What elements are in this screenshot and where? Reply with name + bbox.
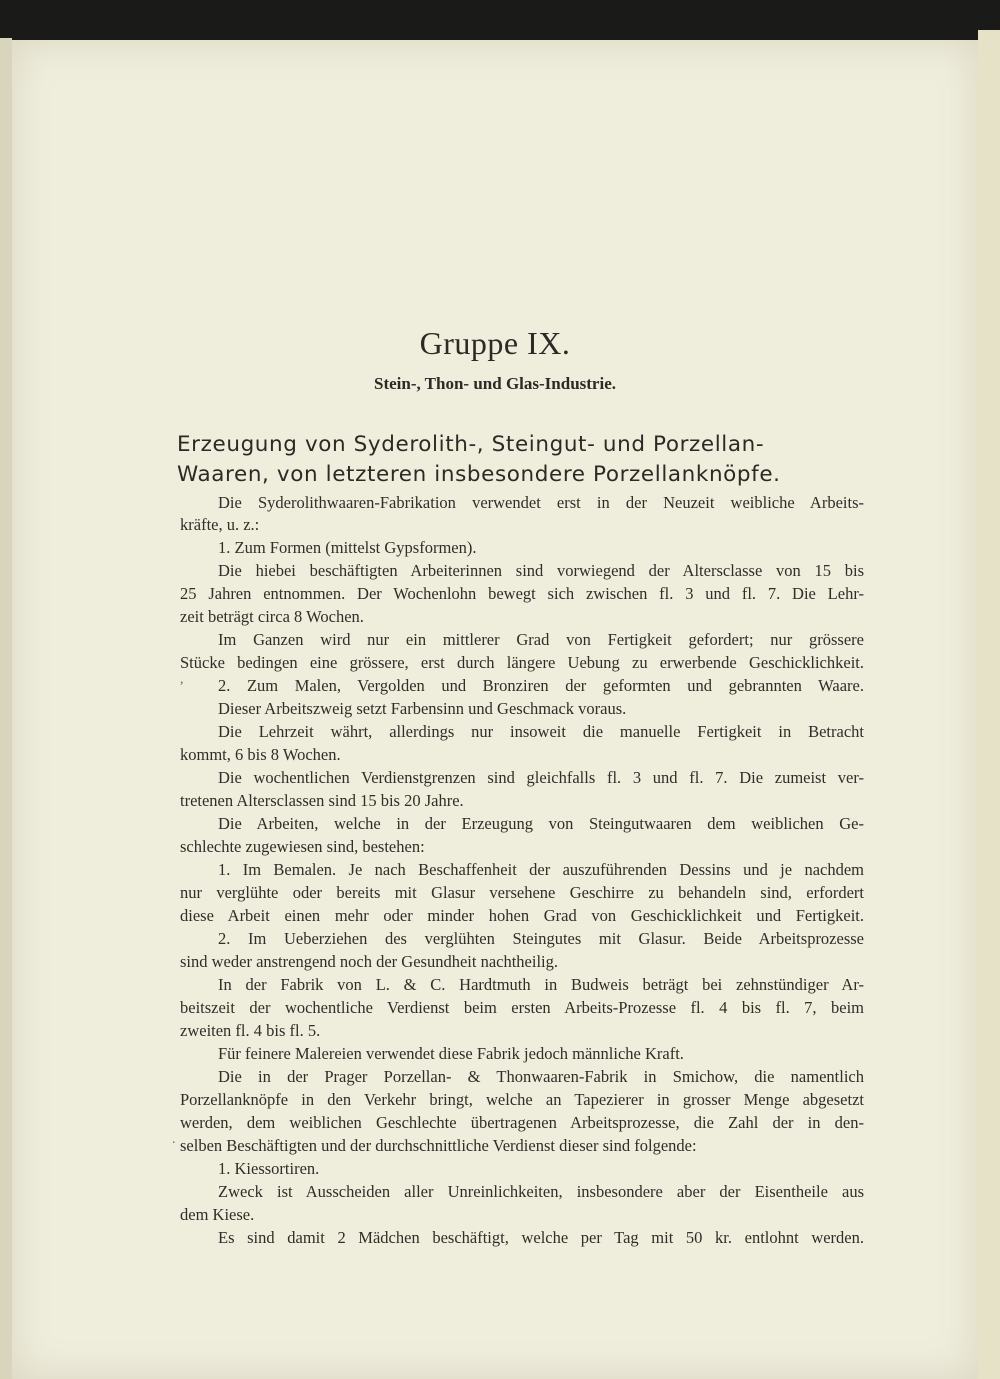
text-line: In der Fabrik von L. & C. Hardtmuth in Budweis beträgt bei zehnstündiger Ar- <box>218 975 864 994</box>
text-line: werden, dem weiblichen Geschlechte übertragenen Arbeitsprozesse, die Zahl der in den- <box>180 1113 864 1132</box>
text-line: Die hiebei beschäftigten Arbeiterinnen sind vorwiegend der Altersclasse von 15 bis <box>218 561 864 580</box>
margin-tick: , <box>180 672 184 687</box>
text-line: 25 Jahren entnommen. Der Wochenlohn bewegt sich zwischen fl. 3 und fl. 7. Die Lehr- <box>180 584 864 603</box>
text-line: Im Ganzen wird nur ein mittlerer Grad von Fertigkeit gefordert; nur grössere <box>218 630 864 649</box>
section-heading-line-1: Erzeugung von Syderolith-, Steingut- und Porzellan- <box>177 432 765 457</box>
text-line: zeit beträgt circa 8 Wochen. <box>180 607 364 626</box>
group-title: Gruppe IX. <box>419 325 571 361</box>
text-line: schlechte zugewiesen sind, bestehen: <box>180 837 425 856</box>
text-line: Die Syderolithwaaren-Fabrikation verwendet erst in der Neuzeit weibliche Arbeits- <box>218 493 864 512</box>
text-line: zweiten fl. 4 bis fl. 5. <box>180 1021 321 1040</box>
page-content <box>12 40 978 1379</box>
text-line: Für feinere Malereien verwendet diese Fabrik jedoch männliche Kraft. <box>218 1044 684 1063</box>
book-page <box>12 40 978 1379</box>
text-line: nur verglühte oder bereits mit Glasur versehene Geschirre zu behandeln sind, erfordert <box>180 883 864 902</box>
text-line: Die Arbeiten, welche in der Erzeugung von Steingutwaaren dem weiblichen Ge- <box>218 814 864 833</box>
text-line: 1. Zum Formen (mittelst Gypsformen). <box>218 538 477 557</box>
text-line: kräfte, u. z.: <box>180 515 260 534</box>
text-line: Dieser Arbeitszweig setzt Farbensinn und Geschmack voraus. <box>218 699 627 718</box>
group-subtitle: Stein-, Thon- und Glas-Industrie. <box>373 374 616 393</box>
text-line: 1. Kiessortiren. <box>218 1159 320 1178</box>
text-line: selben Beschäftigten und der durchschnittliche Verdienst dieser sind folgende: <box>180 1136 697 1155</box>
book-spine-edge <box>0 38 12 1379</box>
text-line: kommt, 6 bis 8 Wochen. <box>180 745 341 764</box>
text-line: 2. Zum Malen, Vergolden und Bronziren der geformten und gebrannten Waare. <box>218 676 864 695</box>
text-line: Die wochentlichen Verdienstgrenzen sind gleichfalls fl. 3 und fl. 7. Die zumeist ver- <box>218 768 864 787</box>
text-line: 1. Im Bemalen. Je nach Beschaffenheit der auszuführenden Dessins und je nachdem <box>218 860 864 879</box>
text-line: diese Arbeit einen mehr oder minder hohen Grad von Geschicklichkeit und Fertigkeit. <box>180 906 864 925</box>
text-line: Stücke bedingen eine grössere, erst durch längere Uebung zu erwerbende Geschicklichkeit. <box>180 653 864 672</box>
text-line: Es sind damit 2 Mädchen beschäftigt, welche per Tag mit 50 kr. entlohnt werden. <box>218 1228 864 1247</box>
section-heading-line-2: Waaren, von letzteren insbesondere Porzellanknöpfe. <box>177 462 781 487</box>
text-line: dem Kiese. <box>180 1205 255 1224</box>
text-line: beitszeit der wochentliche Verdienst beim ersten Arbeits-Prozesse fl. 4 bis fl. 7, beim <box>180 998 864 1017</box>
text-line: tretenen Altersclassen sind 15 bis 20 Jahre. <box>180 791 464 810</box>
text-line: Porzellanknöpfe in den Verkehr bringt, welche an Tapezierer in grosser Menge abgesetzt <box>180 1090 864 1109</box>
next-page-edge <box>978 30 1000 1379</box>
text-line: Zweck ist Ausscheiden aller Unreinlichkeiten, insbesondere aber der Eisentheile aus <box>218 1182 864 1201</box>
margin-dot: . <box>172 1132 176 1147</box>
text-line: Die Lehrzeit währt, allerdings nur insoweit die manuelle Fertigkeit in Betracht <box>218 722 864 741</box>
text-line: Die in der Prager Porzellan- & Thonwaaren-Fabrik in Smichow, die namentlich <box>218 1067 864 1086</box>
section-heading <box>177 430 877 490</box>
text-line: sind weder anstrengend noch der Gesundheit nachtheilig. <box>180 952 559 971</box>
text-line: 2. Im Ueberziehen des verglühten Steingutes mit Glasur. Beide Arbeitsprozesse <box>218 929 864 948</box>
